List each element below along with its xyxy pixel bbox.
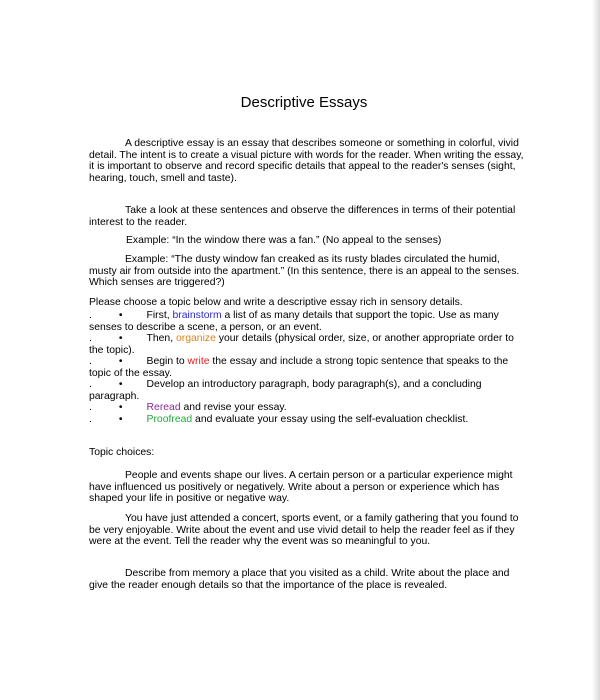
example-two: Example: “The dusty window fan creaked as its rusty blades circulated the humid, musty air from outside into the apartment.” (In this sentence, there is an appeal to the senses. Which senses are triggered?) [89, 254, 520, 289]
bullet-marker: . [89, 333, 92, 344]
topic-one: People and events shape our lives. A certain person or a particular experience might have influenced us positively or negatively. Write about a person or experience which has shaped your life in positive or negative way. [89, 470, 513, 505]
keyword-organize: organize [176, 333, 216, 344]
bullet-dot: • [118, 414, 123, 425]
step-write: . • Begin to write the essay and include a strong topic sentence that speaks to the topic of the essay. [89, 356, 509, 379]
instruction-paragraph: Please choose a topic below and write a descriptive essay rich in sensory details. [89, 297, 463, 308]
bullet-dot: • [118, 333, 123, 344]
step-proofread: . • Proofread and evaluate your essay using the self-evaluation checklist. [89, 414, 469, 425]
keyword-proofread: Proofread [146, 414, 193, 425]
page-edge-shadow [592, 0, 600, 700]
bullet-marker: . [89, 356, 92, 367]
step-organize: . • Then, organize your details (physical order, size, or another appropriate order to the topic). [89, 333, 514, 356]
look-paragraph: Take a look at these sentences and observe the differences in terms of their potential interest to the reader. [89, 205, 516, 228]
bullet-marker: . [89, 379, 92, 390]
topic-two: You have just attended a concert, sports event, or a family gathering that you found to be very enjoyable. Write about the event and use vivid detail to help the reader feel as if they were at the event. Tell the reader why the event was so meaningful to you. [89, 513, 519, 548]
bullet-dot: • [118, 402, 123, 413]
keyword-write: write [187, 356, 210, 367]
step-develop: . • Develop an introductory paragraph, body paragraph(s), and a concluding paragraph. [89, 379, 482, 402]
page-title: Descriptive Essays [240, 94, 368, 111]
bullet-dot: • [118, 379, 123, 390]
step-reread: . • Reread and revise your essay. [89, 402, 287, 413]
bullet-dot: • [118, 356, 123, 367]
topic-three: Describe from memory a place that you visited as a child. Write about the place and give the reader enough details so that the importance of the place is revealed. [89, 568, 510, 591]
keyword-brainstorm: brainstorm [172, 310, 222, 321]
bullet-marker: . [89, 402, 92, 413]
bullet-dot: • [118, 310, 123, 321]
bullet-marker: . [89, 414, 92, 425]
bullet-marker: . [89, 310, 92, 321]
keyword-reread: Reread [146, 402, 181, 413]
step-brainstorm: . • First, brainstorm a list of as many details that support the topic. Use as many senses to describe a scene, a person, or an event. [89, 310, 499, 333]
intro-paragraph: A descriptive essay is an essay that describes someone or something in colorful, vivid detail. The intent is to create a visual picture with words for the reader. When writing the essay, it is important to observe and record specific details that appeal to the reader's senses (sight, hearing, touch, smell and taste). [89, 138, 524, 184]
topics-heading: Topic choices: [89, 447, 155, 458]
example-one: Example: “In the window there was a fan.” (No appeal to the senses) [126, 235, 442, 246]
